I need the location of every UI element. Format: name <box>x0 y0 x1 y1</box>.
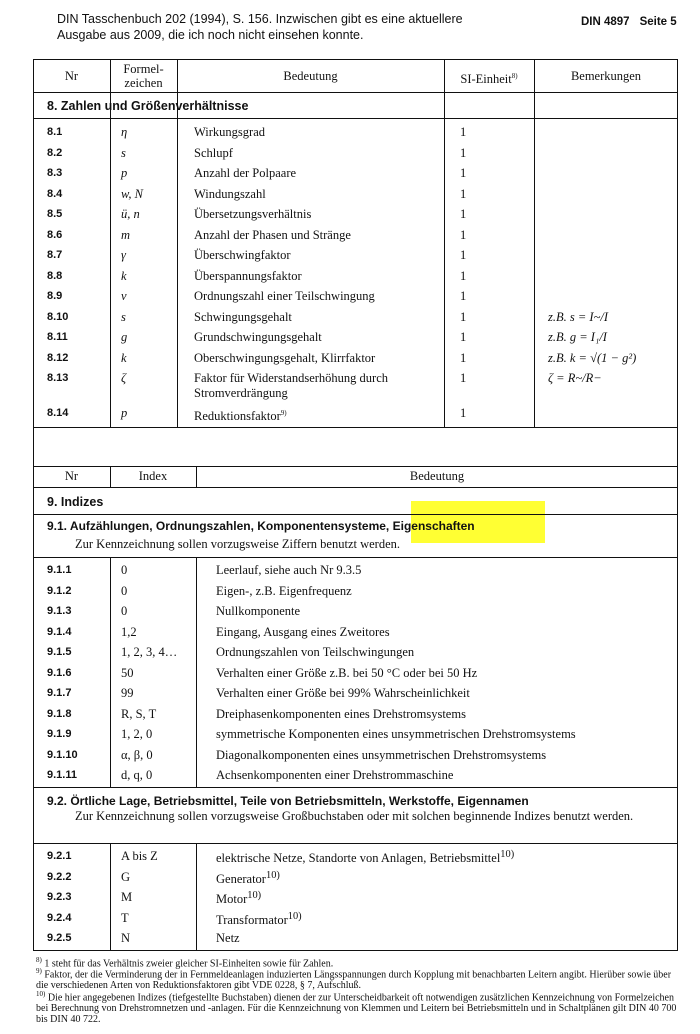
description <box>194 289 375 304</box>
si-unit: 1 <box>460 125 467 139</box>
description-text: Faktor für Widerstandserhöhung durch Stromverdrängung <box>194 371 389 400</box>
row-number: 9.1.11 <box>47 769 77 781</box>
footnote-mark: 10) <box>287 910 302 922</box>
si-unit: 1 <box>460 248 467 262</box>
index-value: d, q, 0 <box>121 768 153 782</box>
formula-symbol: g <box>121 330 128 344</box>
row-number: 9.1.10 <box>47 748 78 761</box>
index-value: 1,2 <box>121 624 137 639</box>
remark: z.B. k = √(1 − g²) <box>548 351 637 365</box>
section-title: 9. Indizes <box>47 495 104 509</box>
row-number: 8.8 <box>47 270 63 282</box>
formula-symbol: s <box>121 146 126 160</box>
description-text: Motor <box>216 892 248 907</box>
description-text: Ordnungszahl einer Teilschwingung <box>194 289 375 303</box>
description <box>194 406 287 424</box>
description-text: Überschwingfaktor <box>194 248 291 262</box>
col-header-index: Index <box>138 469 168 483</box>
description <box>194 125 265 140</box>
rule <box>33 118 678 119</box>
annotation-note: DIN Tasschenbuch 202 (1994), S. 156. Inzwischen gibt es eine aktuellere Ausgabe aus 2009, die ich noch nicht einsehen konnte. <box>57 12 463 42</box>
rule <box>33 843 678 844</box>
row-number: 8.4 <box>47 188 63 200</box>
si-unit: 1 <box>460 289 467 303</box>
row-number: 8.9 <box>47 290 63 302</box>
col-rule <box>534 59 535 427</box>
index-value: 0 <box>121 563 128 577</box>
footnote-mark: 10) <box>36 990 46 998</box>
remark: z.B. s = I~/I <box>548 310 608 324</box>
description-text: Windungszahl <box>194 187 266 201</box>
description <box>194 310 292 325</box>
description-text: Generator <box>216 871 266 886</box>
rule <box>33 466 678 467</box>
description <box>194 371 388 401</box>
row-number: 9.2.3 <box>47 891 72 903</box>
si-unit: 1 <box>460 207 467 221</box>
description <box>194 146 233 161</box>
row-number: 8.10 <box>47 311 69 323</box>
index-value: 0 <box>121 583 128 598</box>
si-unit: 1 <box>460 406 467 420</box>
description-text: Anzahl der Polpaare <box>194 166 297 180</box>
si-unit: 1 <box>460 166 467 180</box>
footnote-text: Die hier angegebenen Indizes (tiefgestellte Buchstaben) dienen der zur Unterscheidbarkeit oft notwendigen zusätzlichen Kennzeichnung von Formelzeichen bei Berechnung von Drehstromnetzen und -anlagen. Für die Kennzeichnung von Klemmen und Leitern bei Betriebsmitteln und in Schaltplänen gilt DIN 40 700 bis DIN 40 722. <box>36 992 677 1026</box>
description: Verhalten einer Größe z.B. bei 50 °C oder bei 50 Hz <box>216 665 478 680</box>
row-number: 8.7 <box>47 249 63 261</box>
formula-symbol: η <box>121 125 128 139</box>
description-text: Schlupf <box>194 146 233 160</box>
footnote-text: Faktor, der die Verminderung der in Fernmeldeanlagen induzierten Längsspannungen durch Kopplung mit benachbarten Leitern angibt. Hierüber sowie über die verschiedenen Arten von Reduktionsfaktoren gibt VDE 0228, § 7, Aufschluß. <box>36 969 672 992</box>
row-number: 8.3 <box>47 167 63 179</box>
description-text: Transformator <box>216 912 288 927</box>
row-number: 8.1 <box>47 126 63 138</box>
rule <box>33 92 678 93</box>
row-number: 9.1.7 <box>47 687 72 699</box>
si-footnote-mark: 8) <box>511 72 518 80</box>
row-number: 8.11 <box>47 331 68 343</box>
formula-symbol: k <box>121 351 127 365</box>
row-number: 9.1.3 <box>47 605 72 617</box>
footnote-mark: 9) <box>36 967 42 975</box>
description <box>194 228 351 243</box>
si-unit: 1 <box>460 310 467 324</box>
si-label: SI-Einheit <box>460 72 512 87</box>
description-text: Grundschwingungsgehalt <box>194 330 322 344</box>
index-value: 0 <box>121 604 128 618</box>
row-number: 8.12 <box>47 352 69 364</box>
description: Dreiphasenkomponenten eines Drehstromsystems <box>216 706 466 721</box>
rule <box>33 427 678 428</box>
formula-symbol: ν <box>121 289 127 303</box>
col-header-bemerkungen: Bemerkungen <box>570 69 642 83</box>
formula-symbol: k <box>121 269 127 283</box>
si-unit: 1 <box>460 187 467 201</box>
col-rule <box>196 557 197 787</box>
description-text: Netz <box>216 931 240 945</box>
rule <box>33 557 678 558</box>
col-rule <box>110 843 111 951</box>
description-text: Überspannungsfaktor <box>194 269 302 283</box>
description <box>194 207 311 222</box>
description <box>194 248 291 263</box>
section-title: 8. Zahlen und Größenverhältnisse <box>47 99 249 113</box>
si-unit: 1 <box>460 146 467 160</box>
row-number: 9.1.5 <box>47 646 72 658</box>
formula-symbol: p <box>121 166 128 180</box>
subsection-text: Zur Kennzeichnung sollen vorzugsweise Großbuchstaben oder mit solchen beginnende Indizes benutzt werden. <box>75 809 634 823</box>
formula-symbol: s <box>121 310 126 324</box>
row-number: 9.2.2 <box>47 870 72 883</box>
row-number: 9.1.9 <box>47 728 72 740</box>
row-number: 8.5 <box>47 208 63 220</box>
subsection-text: Zur Kennzeichnung sollen vorzugsweise Ziffern benutzt werden. <box>75 537 401 551</box>
index-value: N <box>121 931 131 945</box>
index-value: 1, 2, 3, 4… <box>121 645 178 659</box>
rule <box>33 487 678 488</box>
si-unit: 1 <box>460 228 467 242</box>
si-unit: 1 <box>460 269 467 283</box>
description <box>194 166 296 181</box>
footnote <box>36 966 681 991</box>
description: Diagonalkomponenten eines unsymmetrischen Drehstromsystems <box>216 747 547 762</box>
formula-symbol: ζ <box>121 371 127 385</box>
footnote-text: 1 steht für das Verhältnis zweier gleicher SI-Einheiten sowie für Zahlen. <box>41 958 334 970</box>
si-unit: 1 <box>460 371 467 385</box>
description <box>216 931 240 946</box>
description <box>194 330 322 345</box>
norm-number: DIN 4897 <box>581 16 630 28</box>
row-number: 9.2.4 <box>47 911 72 924</box>
col-header-nr: Nr <box>64 469 79 483</box>
footnote-mark: 8) <box>36 956 42 964</box>
description: Achsenkomponenten einer Drehstrommaschine <box>216 768 454 782</box>
description-text: Übersetzungsverhältnis <box>194 207 312 221</box>
col-header-nr: Nr <box>64 69 79 83</box>
index-value: T <box>121 910 129 925</box>
index-value: G <box>121 869 131 884</box>
index-value: α, β, 0 <box>121 747 153 762</box>
subsection-title-a: 9.1. Aufzählungen, Ordnungszahlen, Komponentensysteme, <box>47 519 393 533</box>
rule <box>33 787 678 788</box>
description <box>194 351 375 366</box>
row-number: 9.1.6 <box>47 666 72 679</box>
description-text: Reduktionsfaktor <box>194 409 281 424</box>
row-number: 9.1.1 <box>47 564 72 576</box>
description <box>194 269 302 284</box>
formula-symbol: ü, n <box>121 207 140 221</box>
description-text: Anzahl der Phasen und Stränge <box>194 228 351 242</box>
index-value: 50 <box>121 665 134 680</box>
col-rule <box>444 59 445 427</box>
footnote-mark: 10) <box>500 849 515 860</box>
description: symmetrische Komponenten eines unsymmetrischen Drehstromsystems <box>216 727 576 741</box>
description: Leerlauf, siehe auch Nr 9.3.5 <box>216 563 362 577</box>
footnote-mark: 10) <box>265 869 280 881</box>
row-number: 9.1.8 <box>47 707 72 720</box>
description: Eingang, Ausgang eines Zweitores <box>216 624 390 639</box>
col-rule <box>177 59 178 427</box>
remark: ζ = R~/R− <box>548 371 602 385</box>
description <box>216 890 261 907</box>
formula-symbol: p <box>121 406 128 420</box>
footnote <box>36 989 681 1025</box>
col-rule <box>110 557 111 787</box>
footnote-mark: 9) <box>280 409 287 417</box>
row-number: 9.2.5 <box>47 932 72 944</box>
description <box>216 849 514 866</box>
col-header-si <box>444 69 534 86</box>
rule <box>33 514 678 515</box>
col-header-bedeutung: Bedeutung <box>283 69 338 83</box>
col-header-formelzeichen: Formel- zeichen <box>123 62 164 90</box>
col-rule <box>196 843 197 951</box>
si-unit: 1 <box>460 351 467 365</box>
row-number: 8.13 <box>47 372 69 384</box>
row-number: 9.2.1 <box>47 850 72 862</box>
description: Eigen-, z.B. Eigenfrequenz <box>216 583 352 598</box>
col-rule <box>110 59 111 427</box>
index-value: R, S, T <box>121 706 157 721</box>
subsection-title-b: Eigenschaften <box>392 519 475 533</box>
row-number: 9.1.2 <box>47 584 72 597</box>
index-value: A bis Z <box>121 849 158 863</box>
index-value: 1, 2, 0 <box>121 727 153 741</box>
si-unit: 1 <box>460 330 467 344</box>
remark: z.B. g = I₁/I <box>548 330 607 344</box>
formula-symbol: γ <box>121 248 126 262</box>
index-value: M <box>121 890 133 904</box>
row-number: 8.14 <box>47 407 69 419</box>
footnote-mark: 10) <box>247 890 262 901</box>
formula-symbol: w, N <box>121 187 143 201</box>
description <box>216 911 302 928</box>
row-number: 8.6 <box>47 229 63 241</box>
description-text: Oberschwingungsgehalt, Klirrfaktor <box>194 351 376 365</box>
subsection-title <box>47 519 475 533</box>
page-number: Seite 5 <box>639 16 677 28</box>
row-number: 8.2 <box>47 147 63 159</box>
subsection-title: 9.2. Örtliche Lage, Betriebsmittel, Teile von Betriebsmitteln, Werkstoffe, Eigennamen <box>47 794 529 808</box>
description-text: Schwingungsgehalt <box>194 310 292 324</box>
description: Ordnungszahlen von Teilschwingungen <box>216 645 415 659</box>
description-text: Wirkungsgrad <box>194 125 266 139</box>
page-header <box>581 16 677 28</box>
description <box>194 187 266 202</box>
formula-symbol: m <box>121 228 131 242</box>
index-value: 99 <box>121 686 134 700</box>
description <box>216 870 280 887</box>
row-number: 9.1.4 <box>47 625 72 638</box>
col-header-bedeutung: Bedeutung <box>409 469 465 483</box>
description: Verhalten einer Größe bei 99% Wahrscheinlichkeit <box>216 686 470 700</box>
description: Nullkomponente <box>216 604 301 618</box>
description-text: elektrische Netze, Standorte von Anlagen, Betriebsmittel <box>216 851 501 866</box>
